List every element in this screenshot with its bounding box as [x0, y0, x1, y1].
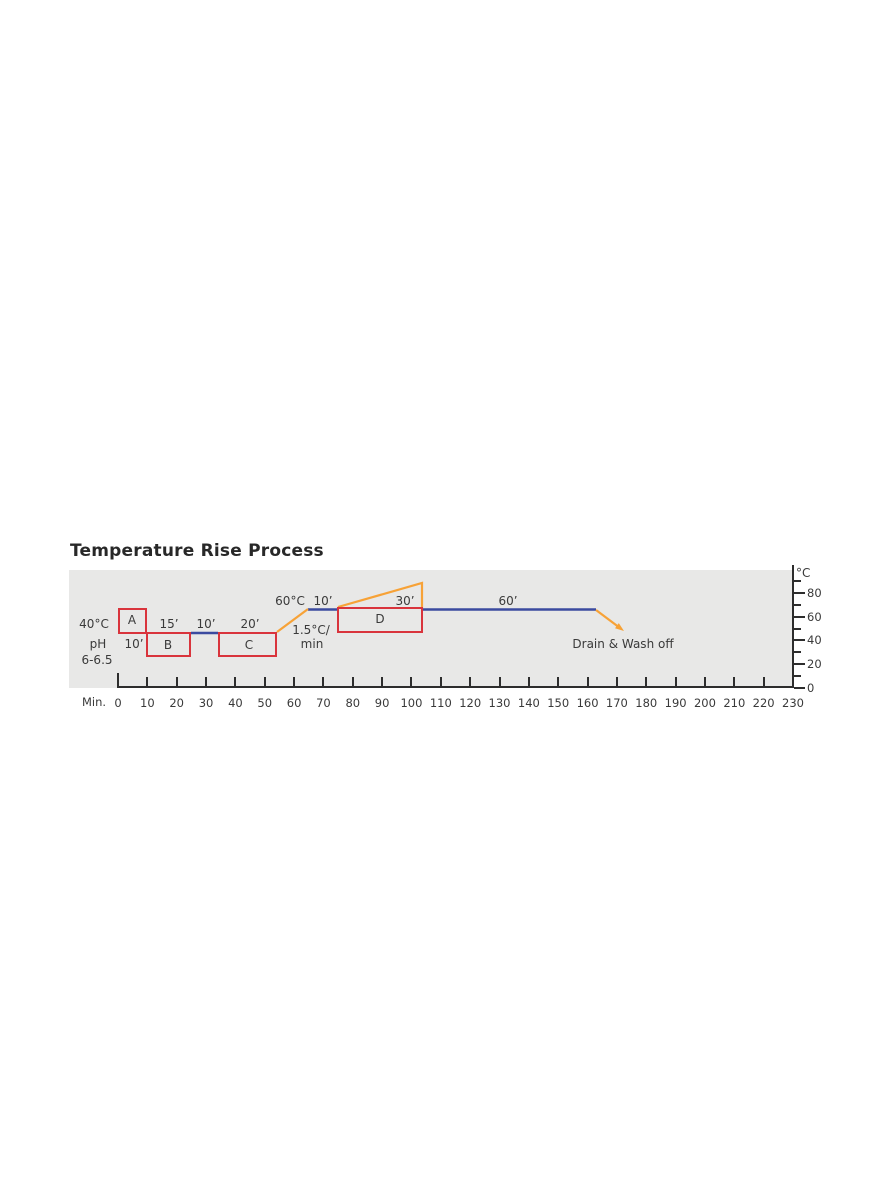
x-tick-label: 200 — [693, 696, 716, 710]
x-tick-label: 30 — [198, 696, 214, 710]
x-tick-label: 80 — [345, 696, 361, 710]
x-tick-label: 210 — [723, 696, 746, 710]
y-minor-tick — [794, 675, 801, 677]
y-tick — [794, 639, 805, 641]
ph-label: pH — [89, 637, 107, 651]
hold3-duration-label: 60’ — [498, 594, 518, 608]
x-axis-unit-label: Min. — [81, 695, 107, 709]
y-tick — [794, 616, 805, 618]
x-tick-label: 10 — [140, 696, 155, 710]
x-tick-label: 160 — [576, 696, 599, 710]
ramp-rate-label-line2: min — [300, 637, 324, 651]
x-tick — [410, 677, 412, 686]
x-tick-label: 0 — [114, 696, 122, 710]
x-tick — [557, 677, 559, 686]
x-tick — [704, 677, 706, 686]
x-tick — [499, 677, 501, 686]
x-tick-label: 170 — [605, 696, 628, 710]
y-tick — [794, 663, 805, 665]
x-tick — [176, 677, 178, 686]
x-tick-label: 40 — [228, 696, 243, 710]
hold1-duration-label: 10’ — [196, 617, 216, 631]
x-tick-label: 130 — [488, 696, 511, 710]
x-tick — [645, 677, 647, 686]
step-d-duration-label: 30’ — [395, 594, 415, 608]
x-tick — [616, 677, 618, 686]
x-tick — [675, 677, 677, 686]
x-tick-label: 180 — [635, 696, 658, 710]
x-tick-label: 230 — [782, 696, 804, 710]
x-tick — [117, 673, 119, 686]
x-tick-label: 190 — [664, 696, 687, 710]
drain-wash-off-label: Drain & Wash off — [572, 637, 674, 651]
x-tick — [352, 677, 354, 686]
step-a-letter: A — [127, 613, 137, 627]
y-tick-label: 0 — [807, 681, 815, 695]
y-tick — [794, 592, 805, 594]
hold2-duration-label: 10’ — [313, 594, 333, 608]
step-a-duration-label: 10’ — [124, 637, 144, 651]
y-minor-tick — [794, 580, 801, 582]
x-tick — [528, 677, 530, 686]
x-tick-label: 20 — [169, 696, 184, 710]
x-tick-label: 110 — [429, 696, 452, 710]
y-tick-label: 60 — [807, 609, 822, 624]
y-tick — [794, 687, 805, 689]
ramp-rate-label-line1: 1.5°C/ — [292, 623, 330, 637]
x-tick-label: 150 — [547, 696, 570, 710]
y-tick-label: 20 — [807, 657, 822, 672]
x-tick-label: 120 — [459, 696, 482, 710]
y-tick-label: 80 — [807, 585, 822, 600]
temp-60c-label: 60°C — [275, 594, 305, 608]
ph-value-label: 6-6.5 — [81, 653, 113, 667]
step-b-letter: B — [163, 638, 173, 652]
y-tick-label: 40 — [807, 633, 822, 648]
y-minor-tick — [794, 604, 801, 606]
x-axis-line — [117, 686, 794, 688]
x-tick-label: 60 — [286, 696, 302, 710]
x-tick — [264, 677, 266, 686]
x-tick — [322, 677, 324, 686]
x-tick — [381, 677, 383, 686]
x-tick — [293, 677, 295, 686]
chart-title: Temperature Rise Process — [70, 541, 324, 561]
x-tick — [469, 677, 471, 686]
y-axis-line — [792, 565, 794, 688]
step-c-duration-label: 20’ — [240, 617, 260, 631]
y-axis-unit-label: °C — [796, 566, 811, 580]
x-tick-label: 220 — [752, 696, 775, 710]
x-tick — [234, 677, 236, 686]
x-tick-label: 50 — [257, 696, 273, 710]
x-tick — [146, 677, 148, 686]
x-tick-label: 90 — [374, 696, 390, 710]
step-c-letter: C — [244, 638, 254, 652]
x-tick — [792, 677, 794, 686]
x-tick — [205, 677, 207, 686]
x-tick-label: 140 — [517, 696, 540, 710]
step-b-duration-label: 15’ — [159, 617, 179, 631]
y-minor-tick — [794, 651, 801, 653]
x-tick — [440, 677, 442, 686]
x-tick — [587, 677, 589, 686]
x-tick — [733, 677, 735, 686]
y-minor-tick — [794, 628, 801, 630]
step-d-letter: D — [375, 612, 385, 626]
x-tick-label: 70 — [316, 696, 331, 710]
x-tick-label: 100 — [400, 696, 423, 710]
start-temperature-label: 40°C — [79, 617, 109, 631]
x-tick — [763, 677, 765, 686]
